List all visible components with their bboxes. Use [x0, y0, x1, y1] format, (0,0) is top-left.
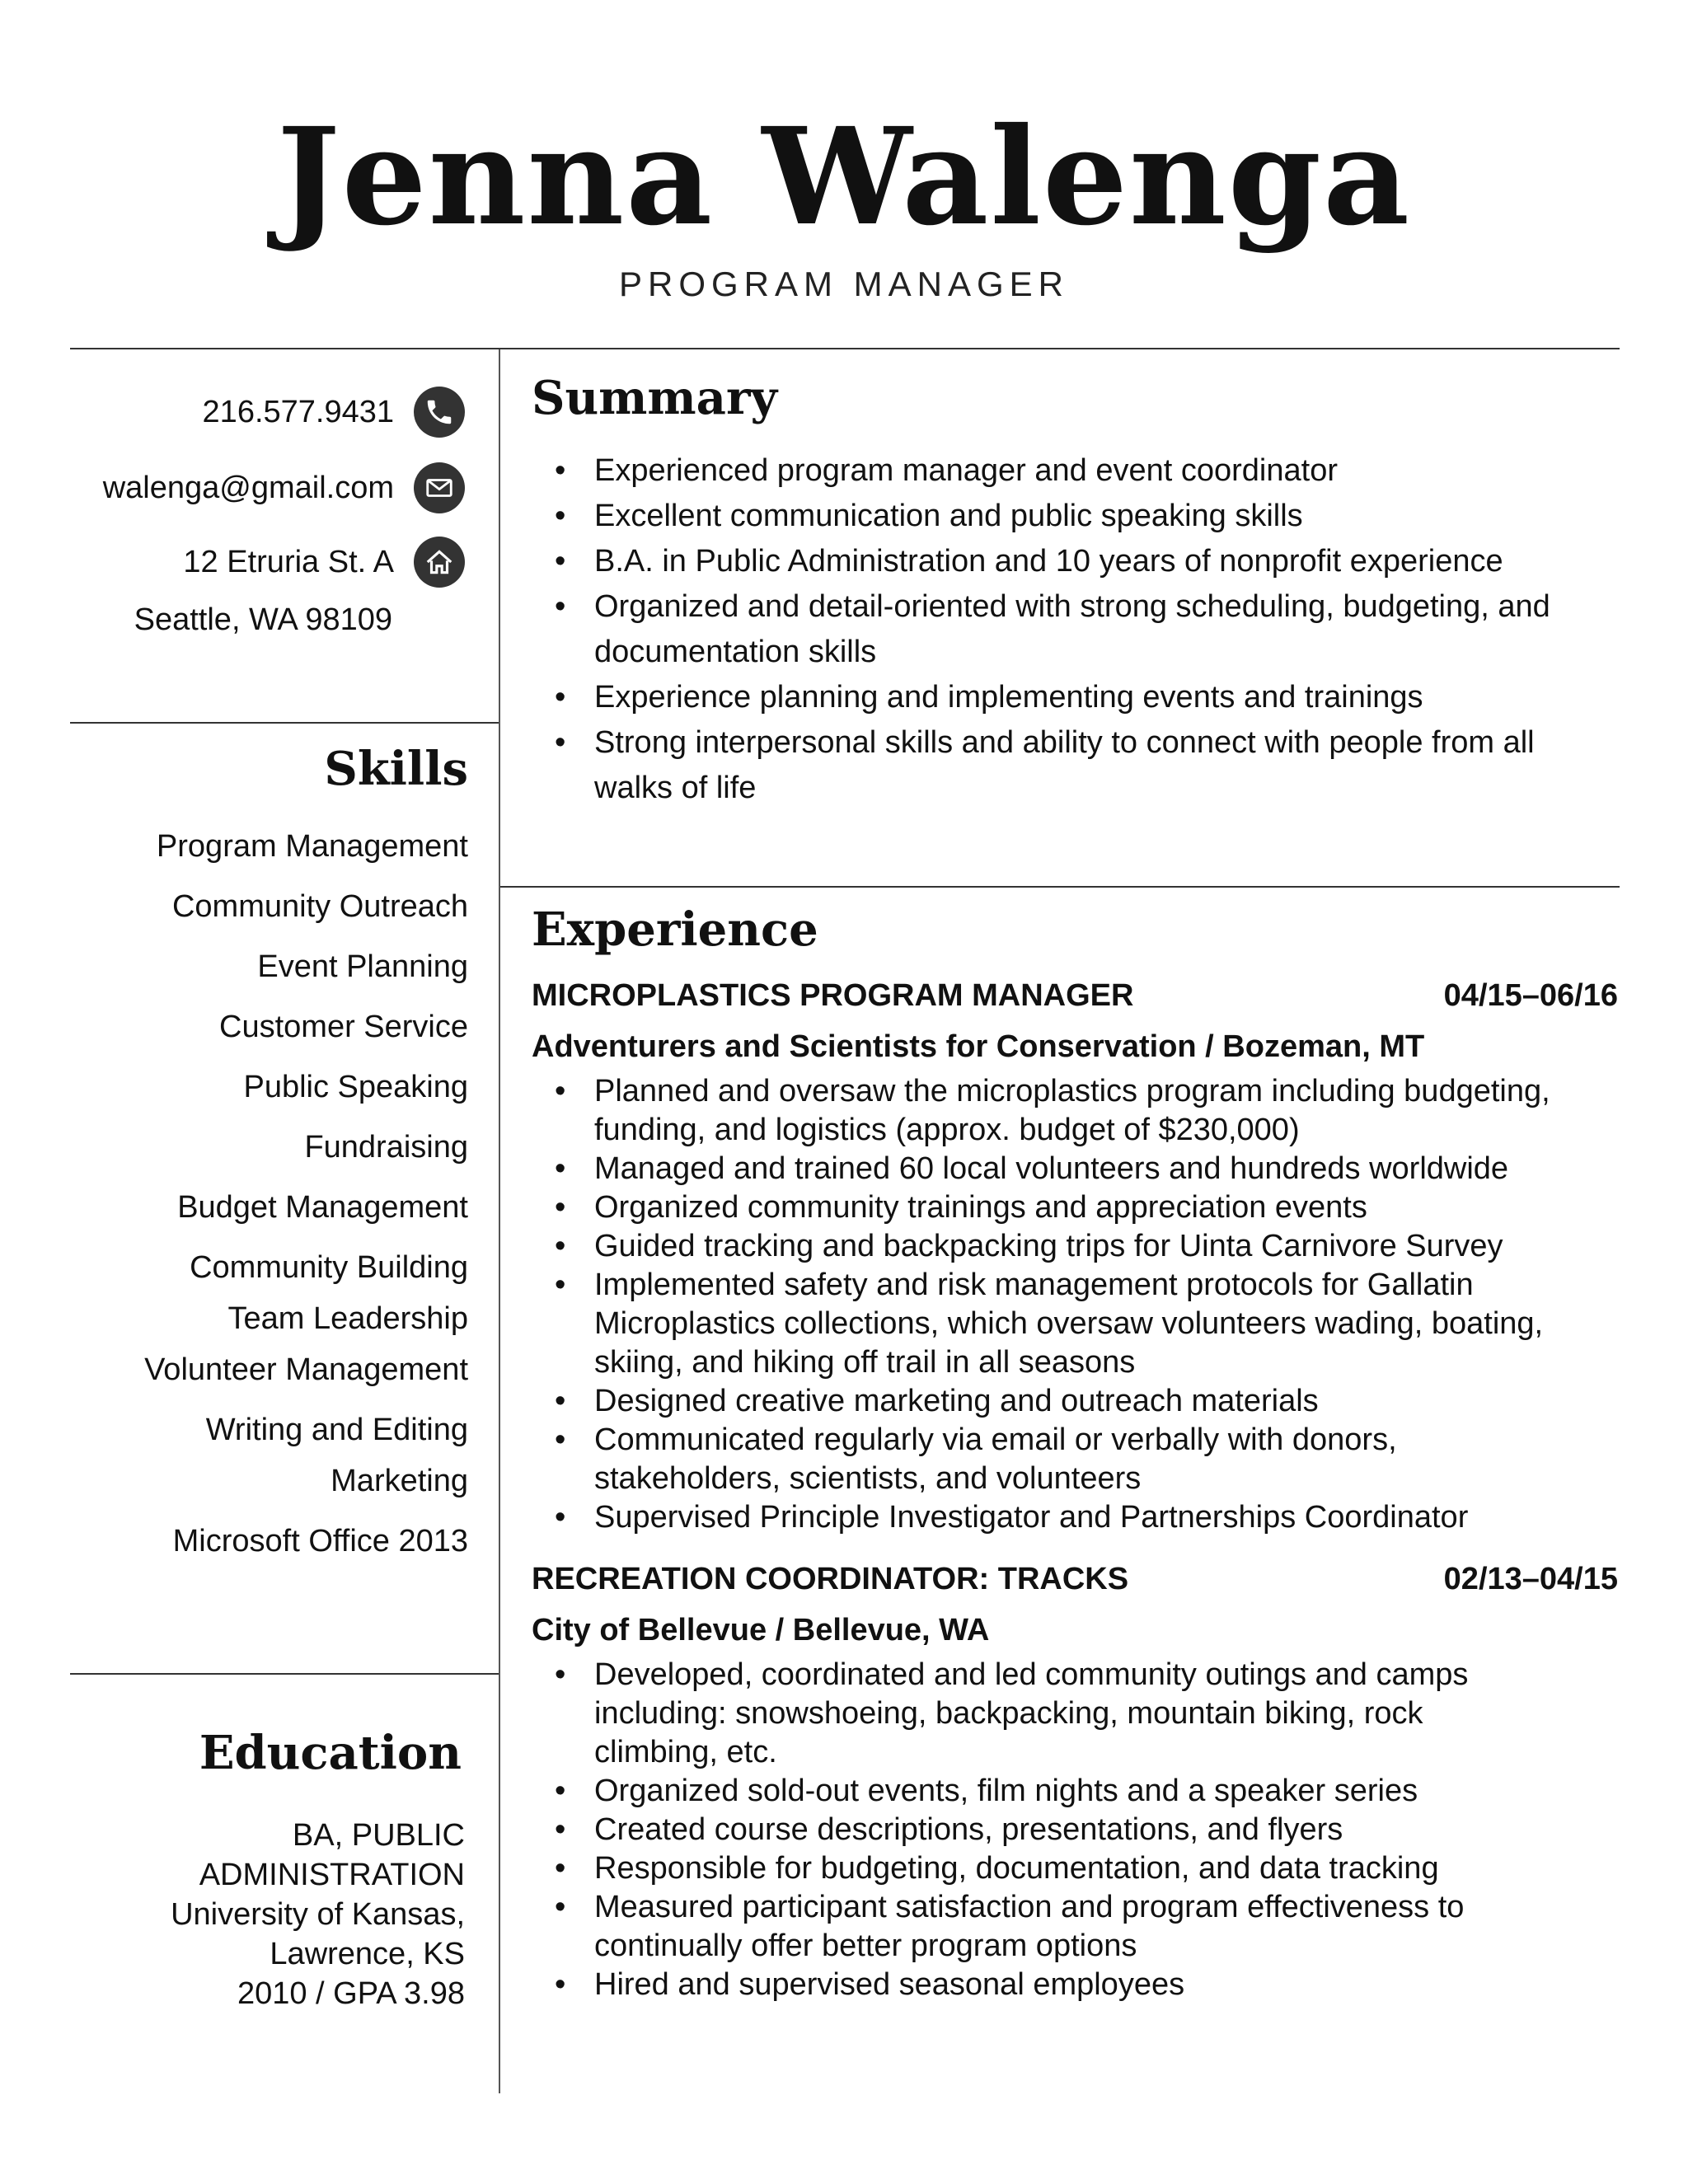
envelope-icon: [414, 462, 465, 513]
job-bullet: • Created course descriptions, presentations, and flyers: [532, 1811, 1537, 1849]
skill-item: Community Building: [190, 1250, 468, 1285]
job-organization: City of Bellevue / Bellevue, WA: [532, 1613, 990, 1647]
job-bullet: • Hired and supervised seasonal employees: [532, 1966, 1537, 2004]
experience-section: [532, 901, 1628, 2004]
skill-item: Customer Service: [219, 1010, 468, 1044]
candidate-name: Jenna Walenga: [276, 99, 1412, 255]
school-line-2: Lawrence, KS: [270, 1937, 465, 1971]
job-title: MICROPLASTICS PROGRAM MANAGER: [532, 978, 1134, 1013]
job-bullet: • Implemented safety and risk management protocols for Gallatin Microplastics collections, which oversaw volunteers wading, boating, skiing, and hiking off trail in all seasons: [532, 1266, 1562, 1382]
degree-line-2: ADMINISTRATION: [199, 1858, 465, 1892]
experience-heading: Experience: [532, 902, 818, 957]
job-bullet: • Supervised Principle Investigator and Partnerships Coordinator: [532, 1498, 1562, 1537]
summary-bullet: • Excellent communication and public speaking skills: [532, 494, 1628, 539]
job-dates: 02/13–04/15: [1443, 1562, 1618, 1596]
job-bullet: • Responsible for budgeting, documentation, and data tracking: [532, 1849, 1537, 1888]
address-line-1: 12 Etruria St. A: [183, 544, 394, 579]
job-bullet: • Guided tracking and backpacking trips for Uinta Carnivore Survey: [532, 1227, 1562, 1266]
summary-bullet: • Organized and detail-oriented with strong scheduling, budgeting, and documentation skills: [532, 584, 1628, 675]
skill-item: Event Planning: [257, 949, 468, 984]
job-entry: [532, 1558, 1628, 2004]
job-title-subtitle: PROGRAM MANAGER: [618, 265, 1070, 303]
header-divider: [70, 348, 1620, 349]
contact-email-row: [103, 462, 465, 514]
summary-bullet: • B.A. in Public Administration and 10 years of nonprofit experience: [532, 539, 1628, 584]
summary-bullet: • Experienced program manager and event coordinator: [532, 448, 1628, 494]
job-bullet: • Organized community trainings and appreciation events: [532, 1188, 1562, 1227]
job-bullet: • Communicated regularly via email or verbally with donors, stakeholders, scientists, and volunteers: [532, 1421, 1562, 1498]
email-address: walenga@gmail.com: [102, 470, 394, 505]
job-bullet: • Measured participant satisfaction and program effectiveness to continually offer better program options: [532, 1888, 1537, 1966]
job-bullet-list: [532, 1072, 1628, 1537]
skill-item: Writing and Editing: [205, 1413, 468, 1447]
job-bullet-list: [532, 1656, 1628, 2004]
summary-bullet: • Experience planning and implementing events and trainings: [532, 675, 1628, 720]
phone-icon: [414, 387, 465, 438]
job-bullet: • Managed and trained 60 local volunteers and hundreds worldwide: [532, 1150, 1562, 1188]
skill-item: Program Management: [156, 829, 468, 864]
skills-education-divider: [70, 1673, 499, 1675]
summary-experience-divider: [500, 886, 1620, 888]
job-title-row: [532, 1558, 1618, 1600]
contact-address-row-2: [134, 593, 465, 646]
job-organization: Adventurers and Scientists for Conservation / Bozeman, MT: [532, 1029, 1425, 1064]
job-bullet: • Planned and oversaw the microplastics program including budgeting, funding, and logistics (approx. budget of $230,000): [532, 1072, 1562, 1150]
summary-heading: Summary: [532, 371, 777, 425]
phone-number: 216.577.9431: [202, 394, 394, 429]
summary-bullet: • Strong interpersonal skills and ability to connect with people from all walks of life: [532, 720, 1628, 811]
skill-item: Microsoft Office 2013: [172, 1524, 468, 1558]
skill-item: Volunteer Management: [144, 1352, 468, 1387]
address-line-2: Seattle, WA 98109: [134, 602, 392, 637]
job-title: RECREATION COORDINATOR: TRACKS: [532, 1562, 1129, 1596]
contact-address-row: [183, 536, 465, 588]
skill-item: Fundraising: [304, 1130, 468, 1165]
summary-section: [532, 369, 1628, 811]
skill-item: Team Leadership: [227, 1301, 468, 1336]
job-dates: 04/15–06/16: [1443, 978, 1618, 1013]
column-divider: [499, 349, 500, 2093]
education-details: [53, 1816, 465, 2013]
skills-list: [56, 822, 468, 1577]
skill-item: Budget Management: [177, 1190, 468, 1225]
contact-skills-divider: [70, 722, 499, 724]
school-line-1: University of Kansas,: [171, 1897, 465, 1932]
skills-heading: Skills: [324, 742, 468, 796]
job-bullet: • Designed creative marketing and outreach materials: [532, 1382, 1562, 1421]
skill-item: Public Speaking: [243, 1070, 468, 1104]
job-bullet: • Organized sold-out events, film nights and a speaker series: [532, 1772, 1537, 1811]
education-heading: Education: [199, 1726, 462, 1780]
home-icon: [414, 537, 465, 588]
graduation-year-gpa: 2010 / GPA 3.98: [237, 1976, 465, 2011]
skill-item: Marketing: [331, 1464, 468, 1498]
contact-phone-row: [203, 386, 465, 438]
degree-line-1: BA, PUBLIC: [292, 1818, 465, 1853]
job-title-row: [532, 975, 1618, 1016]
skill-item: Community Outreach: [171, 889, 468, 924]
job-entry: [532, 975, 1628, 1537]
summary-list: [532, 448, 1628, 811]
job-bullet: • Developed, coordinated and led community outings and camps including: snowshoeing, backpacking, mountain biking, rock climbing, etc.: [532, 1656, 1537, 1772]
